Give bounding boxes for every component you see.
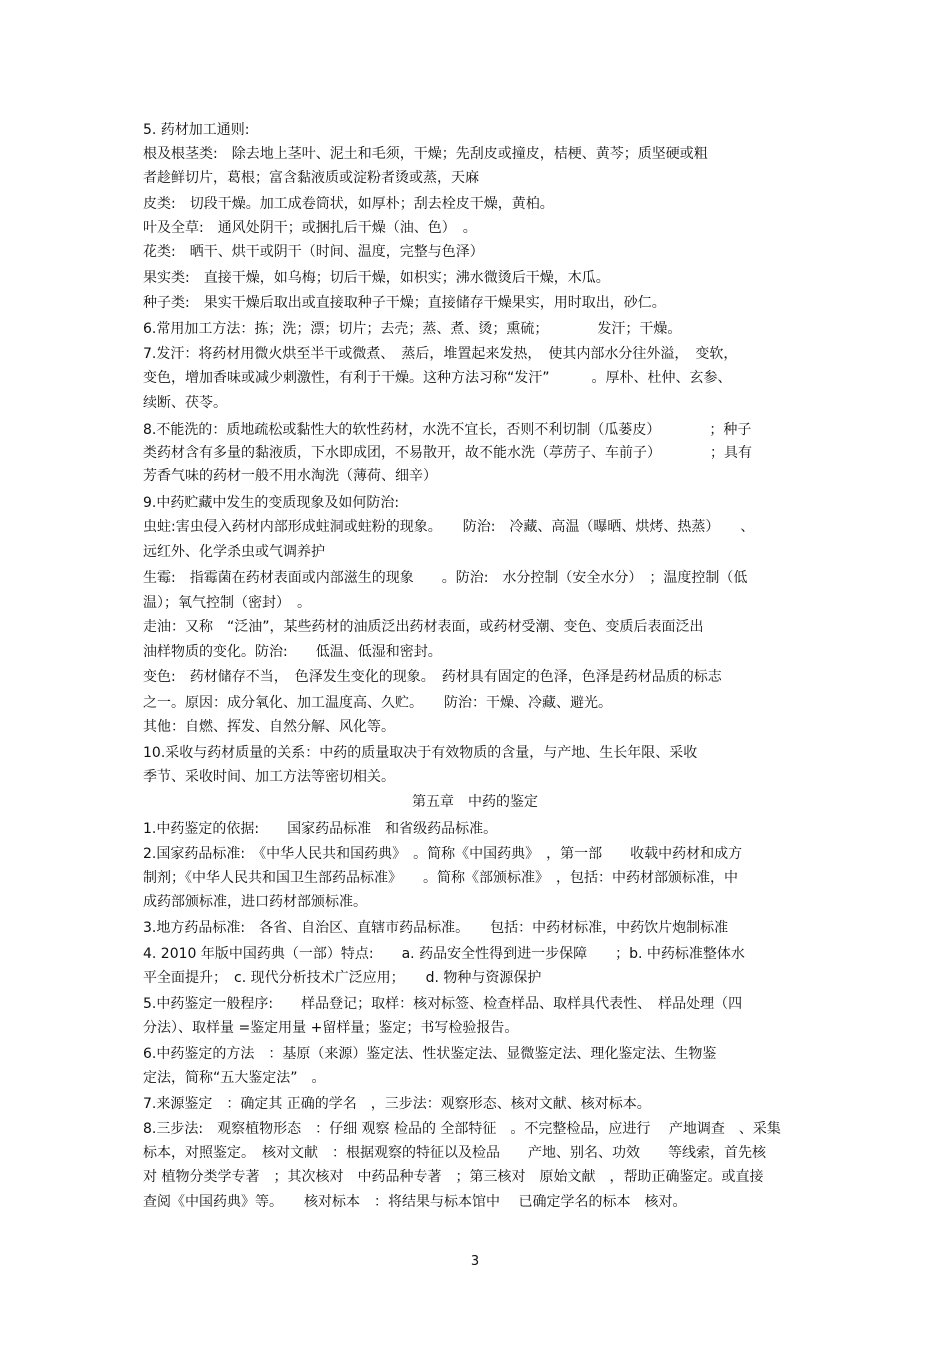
text-line: 者趁鲜切片，葛根；富含黏液质或淀粉者烫或蒸，天麻 [143, 170, 479, 186]
text-line: 季节、采收时间、加工方法等密切相关。 [143, 769, 395, 785]
text-line: 5.中药鉴定一般程序: 样品登记；取样：核对标签、检查样品、取样具代表性、 样品处理（四 [143, 996, 743, 1012]
text-line: 定法，简称“五大鉴定法” 。 [143, 1070, 326, 1086]
text-line: 虫蛀:害虫侵入药材内部形成蛀洞或蛀粉的现象。 防治: 冷藏、高温（曝晒、烘烤、热蒸） 、 [143, 519, 755, 535]
text-line: 果实类: 直接干燥，如乌梅；切后干燥，如枳实；沸水微烫后干燥，木瓜。 [143, 270, 610, 286]
text-line: 分法）、取样量 =鉴定用量 +留样量；鉴定；书写检验报告。 [143, 1020, 519, 1036]
text-line: 远红外、化学杀虫或气调养护 [143, 544, 325, 560]
text-line: 成药部颁标准，进口药材部颁标准。 [143, 894, 367, 910]
text-line: 对 植物分类学专著 ；其次核对 中药品种专著 ；第三核对 原始文献 ，帮助正确鉴定。或直接 [143, 1169, 764, 1185]
text-line: 10.采收与药材质量的关系：中药的质量取决于有效物质的含量，与产地、生长年限、采收 [143, 745, 698, 761]
text-line: 走油：又称 “泛油”，某些药材的油质泛出药材表面，或药材受潮、变色、变质后表面泛出 [143, 619, 704, 635]
text-line: 变色，增加香味或减少刺激性，有利于干燥。这种方法习称“发汗” 。厚朴、杜仲、玄参、 [143, 370, 732, 386]
text-line: 皮类: 切段干燥。加工成卷筒状，如厚朴；刮去栓皮干燥，黄柏。 [143, 196, 554, 212]
text-line: 续断、茯苓。 [143, 395, 227, 411]
text-line: 7.发汗：将药材用微火烘至半干或微煮、 蒸后，堆置起来发热， 使其内部水分往外溢， 变软， [143, 346, 738, 362]
text-line: 变色: 药材储存不当， 色泽发生变化的现象。 药材具有固定的色泽，色泽是药材品质的标志 [143, 669, 722, 685]
text-line: 根及根茎类: 除去地上茎叶、泥土和毛须，干燥；先刮皮或撞皮，桔梗、黄芩；质坚硬或粗 [143, 146, 708, 162]
text-line: 平全面提升； c. 现代分析技术广泛应用； d. 物种与资源保护 [143, 970, 542, 986]
text-line: 花类: 晒干、烘干或阴干（时间、温度，完整与色泽） [143, 244, 484, 260]
text-line: 种子类: 果实干燥后取出或直接取种子干燥；直接储存干燥果实，用时取出，砂仁。 [143, 295, 666, 311]
text-line: 6.中药鉴定的方法 ：基原（来源）鉴定法、性状鉴定法、显微鉴定法、理化鉴定法、生物鉴 [143, 1046, 717, 1062]
text-line: 油样物质的变化。防治: 低温、低湿和密封。 [143, 644, 442, 660]
text-line: 温）；氧气控制（密封） 。 [143, 595, 311, 611]
text-line: 制剂；《中华人民共和国卫生部药品标准》 。简称《部颁标准》 ，包括：中药材部颁标准，中 [143, 870, 738, 886]
text-line: 芳香气味的药材一般不用水淘洗（薄荷、细辛） [143, 468, 437, 484]
text-line: 标本，对照鉴定。 核对文献 ：根据观察的特征以及检品 产地、别名、功效 等线索，首先核 [143, 1145, 766, 1161]
text-line: 叶及全草: 通风处阴干；或捆扎后干燥（油、色） 。 [143, 220, 477, 236]
text-line: 5. 药材加工通则: [143, 122, 250, 138]
text-line: 生霉: 指霉菌在药材表面或内部滋生的现象 。防治: 水分控制（安全水分） ；温度控制（低 [143, 570, 748, 586]
chapter-title: 第五章 中药的鉴定 [412, 794, 538, 810]
text-line: 2.国家药品标准: 《中华人民共和国药典》 。简称《中国药典》 ，第一部 收载中药材和成方 [143, 846, 743, 862]
page-number: 3 [470, 1254, 480, 1269]
text-line: 查阅《中国药典》等。 核对标本 ：将结果与标本馆中 已确定学名的标本 核对。 [143, 1194, 687, 1210]
text-line: 1.中药鉴定的依据: 国家药品标准 和省级药品标准。 [143, 821, 498, 837]
text-line: 9.中药贮藏中发生的变质现象及如何防治: [143, 495, 400, 511]
text-line: 之一。原因：成分氧化、加工温度高、久贮。 防治：干燥、冷藏、避光。 [143, 695, 612, 711]
text-line: 3.地方药品标准: 各省、自治区、直辖市药品标准。 包括：中药材标准，中药饮片炮制标准 [143, 920, 729, 936]
text-line: 8.不能洗的：质地疏松或黏性大的软性药材，水洗不宜长，否则不利切制（瓜蒌皮） ；种子 [143, 422, 752, 438]
text-line: 类药材含有多量的黏液质，下水即成团，不易散开，故不能水洗（葶苈子、车前子） ；具有 [143, 445, 752, 461]
text-line: 4. 2010 年版中国药典（一部）特点: a. 药品安全性得到进一步保障 ；b. 中药标准整体水 [143, 946, 745, 962]
text-line: 7.来源鉴定 ：确定其 正确的学名 ，三步法：观察形态、核对文献、核对标本。 [143, 1096, 651, 1112]
text-line: 其他：自燃、挥发、自然分解、风化等。 [143, 719, 395, 735]
text-line: 6.常用加工方法：拣；洗；漂；切片；去壳；蒸、煮、烫；熏硫； 发汗；干燥。 [143, 321, 682, 337]
text-line: 8.三步法: 观察植物形态 ：仔细 观察 检品的 全部特征 。不完整检品，应进行 产地调查 、采集 [143, 1121, 781, 1137]
